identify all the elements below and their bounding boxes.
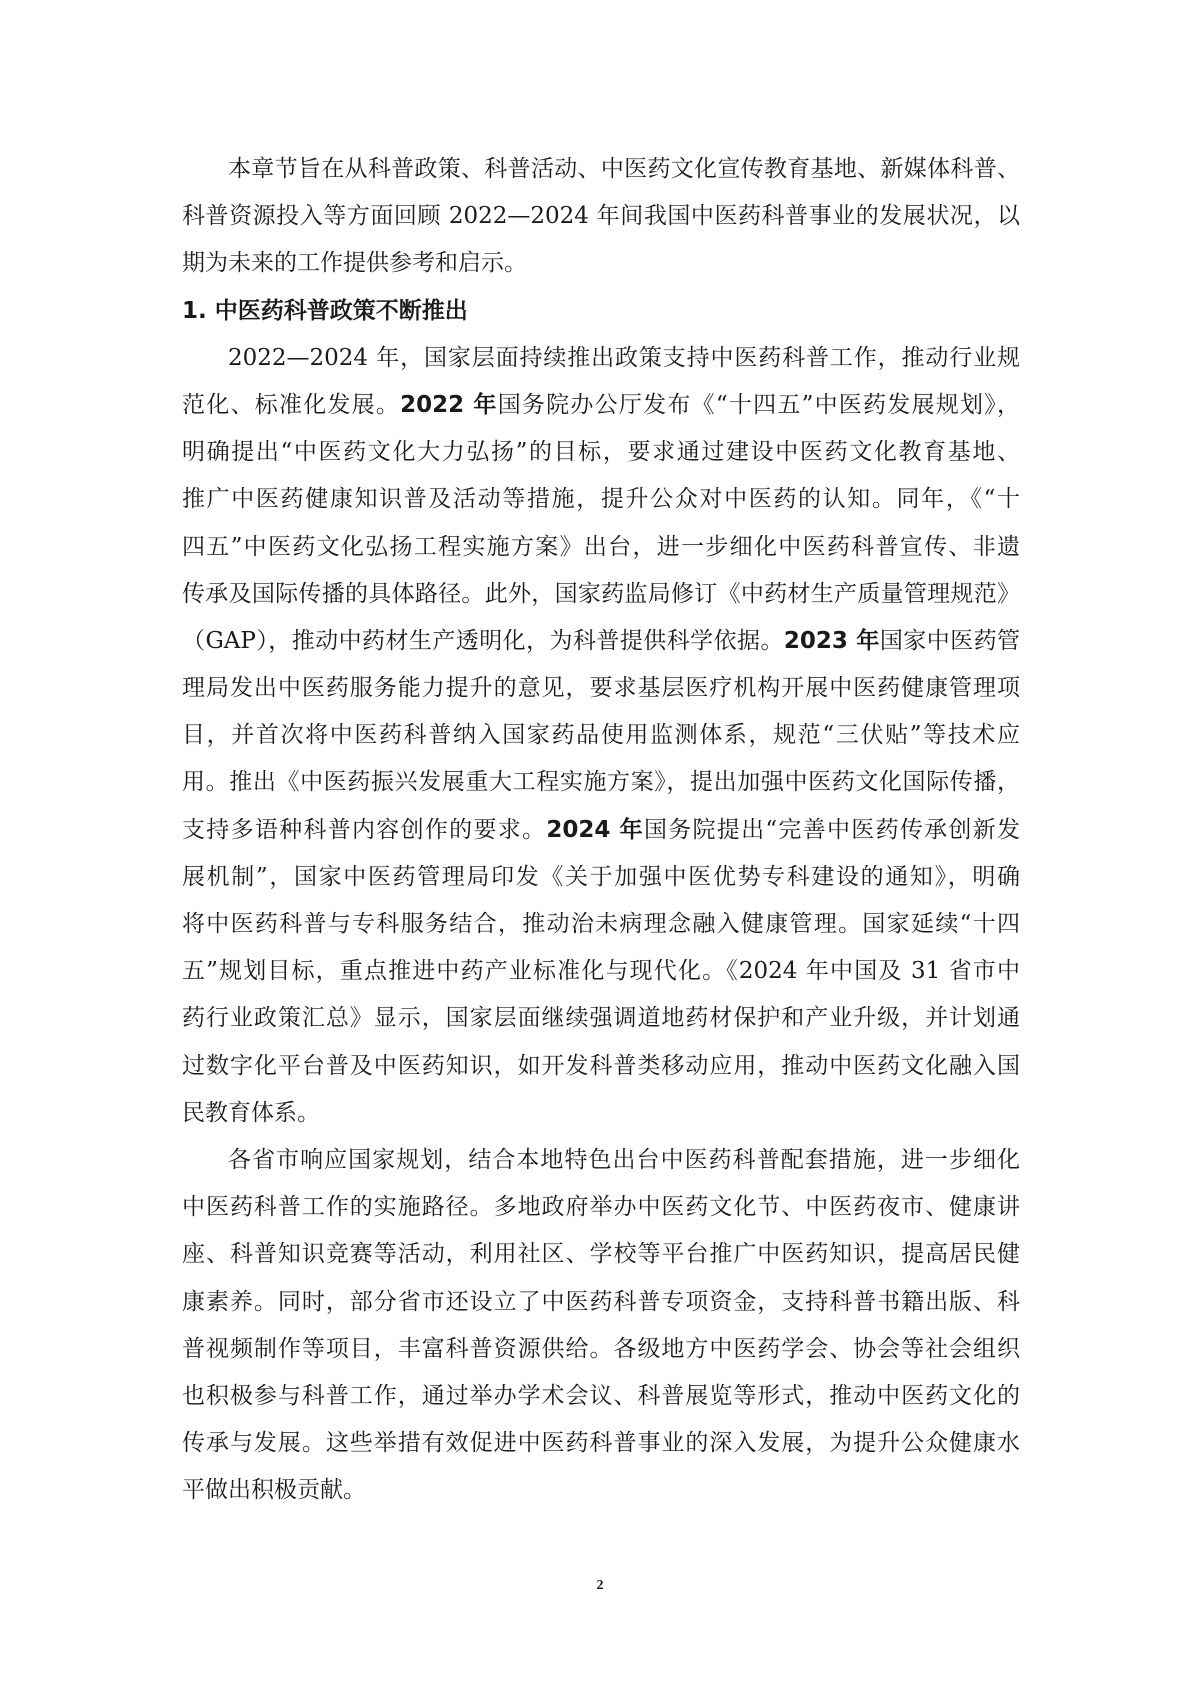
heading-line	[182, 288, 1020, 335]
text-segment: 展机制”，国家中医药管理局印发《关于加强中医优势专科建设的通知》，明确	[182, 863, 1020, 890]
text-segment: 将中医药科普与专科服务结合，推动治未病理念融入健康管理。国家延续“十四	[182, 911, 1020, 937]
text-segment: 药行业政策汇总》显示，国家层面继续强调道地药材保护和产业升级，并计划通	[182, 1005, 1020, 1032]
paragraph	[182, 335, 1020, 1137]
text-line	[182, 1137, 1020, 1184]
text-segment: 普视频制作等项目，丰富科普资源供给。各级地方中医药学会、协会等社会组织	[182, 1335, 1020, 1362]
text-segment: 科普资源投入等方面回顾 2022—2024 年间我国中医药科普事业的发展状况，以	[182, 203, 1020, 230]
text-line	[182, 1420, 1020, 1467]
document-body	[182, 146, 1020, 1514]
text-segment: 过数字化平台普及中医药知识，如开发科普类移动应用，推动中医药文化融入国	[182, 1052, 1020, 1079]
text-line	[182, 382, 1020, 429]
text-segment: 中医药科普工作的实施路径。多地政府举办中医药文化节、中医药夜市、健康讲	[182, 1194, 1020, 1221]
text-line	[182, 1043, 1020, 1090]
text-line	[182, 854, 1020, 901]
text-line	[182, 759, 1020, 806]
text-segment: 民教育体系。	[182, 1099, 320, 1126]
text-line	[182, 995, 1020, 1042]
text-segment: 期为未来的工作提供参考和启示。	[182, 250, 527, 277]
text-segment: 1. 中医药科普政策不断推出	[182, 297, 468, 324]
paragraph	[182, 146, 1020, 288]
text-line	[182, 948, 1020, 995]
text-segment: 国家中医药管	[879, 627, 1020, 654]
text-segment: 各省市响应国家规划，结合本地特色出台中医药科普配套措施，进一步细化	[228, 1146, 1020, 1173]
text-line	[182, 1184, 1020, 1231]
text-segment: 2022—2024 年，国家层面持续推出政策支持中医药科普工作，推动行业规	[228, 344, 1020, 371]
text-line	[182, 571, 1020, 618]
text-line	[182, 1279, 1020, 1326]
bold-year: 2022 年	[400, 391, 498, 418]
text-line	[182, 901, 1020, 948]
text-line	[182, 807, 1020, 854]
text-segment: 也积极参与科普工作，通过举办学术会议、科普展览等形式，推动中医药文化的	[182, 1382, 1020, 1409]
text-segment: 传承及国际传播的具体路径。此外，国家药监局修订《中药材生产质量管理规范》	[182, 580, 1020, 607]
text-line	[182, 1326, 1020, 1373]
text-segment: 康素养。同时，部分省市还设立了中医药科普专项资金，支持科普书籍出版、科	[182, 1288, 1020, 1315]
text-line	[182, 146, 1020, 193]
text-segment: 推广中医药健康知识普及活动等措施，提升公众对中医药的认知。同年，《“十	[182, 486, 1020, 513]
paragraph	[182, 1137, 1020, 1515]
text-line	[182, 618, 1020, 665]
text-line	[182, 1231, 1020, 1278]
text-segment: 目，并首次将中医药科普纳入国家药品使用监测体系，规范“三伏贴”等技术应	[182, 722, 1020, 749]
text-segment: 用。推出《中医药振兴发展重大工程实施方案》，提出加强中医药文化国际传播，	[182, 769, 1020, 796]
text-line	[182, 712, 1020, 759]
text-segment: 四五”中医药文化弘扬工程实施方案》出台，进一步细化中医药科普宣传、非遗	[182, 533, 1020, 560]
text-line	[182, 335, 1020, 382]
text-segment: 理局发出中医药服务能力提升的意见，要求基层医疗机构开展中医药健康管理项	[182, 675, 1020, 702]
text-segment: 平做出积极贡献。	[182, 1477, 366, 1504]
text-line	[182, 476, 1020, 523]
text-segment: 五”规划目标，重点推进中药产业标准化与现代化。《2024 年中国及 31 省市中	[182, 958, 1020, 985]
text-segment: 本章节旨在从科普政策、科普活动、中医药文化宣传教育基地、新媒体科普、	[228, 156, 1020, 182]
text-segment: 范化、标准化发展。	[182, 391, 401, 418]
section-heading	[182, 288, 1020, 335]
text-line	[182, 193, 1020, 240]
bold-year: 2024 年	[546, 816, 644, 843]
text-line	[182, 524, 1020, 571]
text-line	[182, 1467, 1020, 1514]
text-segment: 支持多语种科普内容创作的要求。	[182, 816, 547, 843]
text-segment: 明确提出“中医药文化大力弘扬”的目标，要求通过建设中医药文化教育基地、	[182, 439, 1020, 466]
text-segment: 国务院办公厅发布《“十四五”中医药发展规划》，	[497, 391, 1020, 418]
text-segment: 传承与发展。这些举措有效促进中医药科普事业的深入发展，为提升公众健康水	[182, 1430, 1020, 1457]
page-number: 2	[596, 1578, 604, 1593]
text-line	[182, 429, 1020, 476]
text-segment: 国务院提出“完善中医药传承创新发	[643, 816, 1021, 843]
text-line	[182, 1090, 1020, 1137]
text-line	[182, 1373, 1020, 1420]
text-line	[182, 665, 1020, 712]
text-segment: 座、科普知识竞赛等活动，利用社区、学校等平台推广中医药知识，提高居民健	[182, 1241, 1020, 1268]
bold-year: 2023 年	[783, 627, 880, 654]
text-line	[182, 240, 1020, 287]
text-segment: （GAP），推动中药材生产透明化，为科普提供科学依据。	[182, 627, 784, 654]
